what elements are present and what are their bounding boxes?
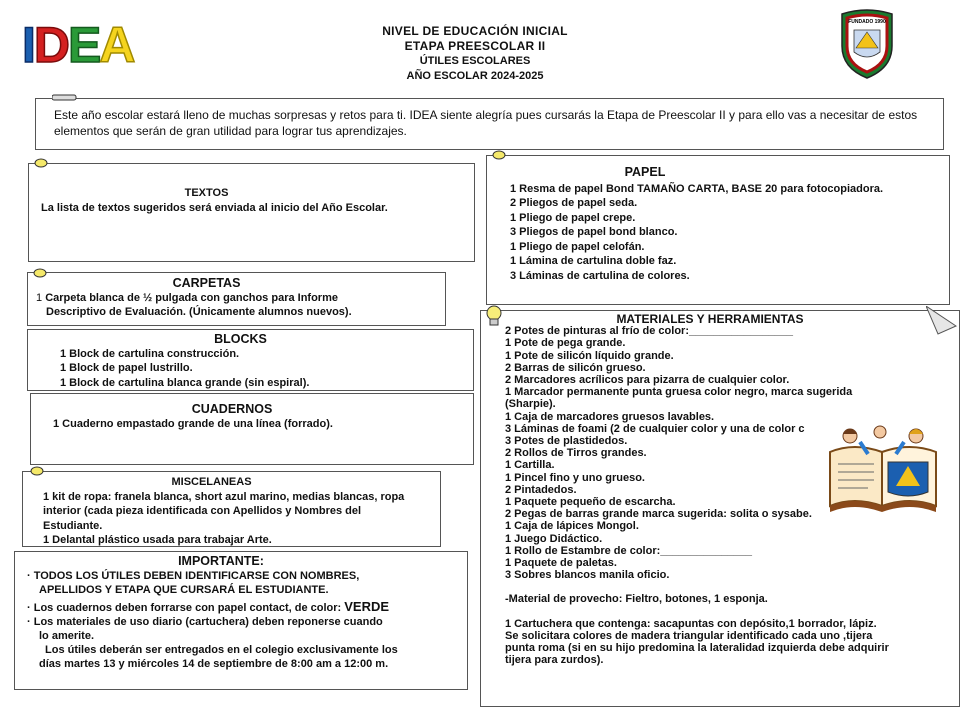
materiales-item: 1 Pote de pega grande. [505, 337, 626, 350]
carpetas-section [27, 272, 446, 326]
page-curl-icon [926, 306, 958, 336]
cuadernos-section [30, 393, 474, 465]
children-reading-book-illustration [824, 422, 942, 514]
importante-section [14, 551, 468, 690]
carpetas-line1: Carpeta blanca de ½ pulgada con ganchos para Informe [45, 291, 338, 304]
blocks-section [27, 329, 474, 391]
importante-title: IMPORTANTE: [178, 554, 264, 568]
miscelaneas-line: 1 kit de ropa: franela blanca, short azul marino, medias blancas, ropa [43, 490, 405, 503]
header-stage: ETAPA PREESCOLAR II [404, 39, 546, 53]
pushpin-icon [34, 158, 48, 168]
header-year: AÑO ESCOLAR 2024-2025 [406, 70, 544, 82]
papel-item: 2 Pliegos de papel seda. [510, 197, 638, 209]
importante-note: Los útiles deberán ser entregados en el colegio exclusivamente los [45, 643, 398, 656]
svg-text:IDEA: IDEA [22, 20, 134, 66]
materiales-item: 1 Paquete pequeño de escarcha. [505, 496, 676, 509]
cuadernos-line: 1 Cuaderno empastado grande de una línea (forrado). [53, 417, 333, 430]
lightbulb-icon [484, 304, 504, 330]
materiales-item: 1 Caja de marcadores gruesos lavables. [505, 410, 715, 423]
importante-bullet-cont: lo amerite. [39, 629, 95, 642]
materiales-item: 2 Barras de silicón grueso. [505, 361, 646, 374]
materiales-item: 1 Caja de lápices Mongol. [505, 520, 639, 533]
papel-item: 1 Resma de papel Bond TAMAÑO CARTA, BASE 20 para fotocopiadora. [510, 182, 884, 195]
pushpin-icon [492, 150, 506, 160]
pushpin-icon [30, 466, 44, 476]
materiales-item: 2 Pintadedos. [505, 483, 577, 496]
importante-bullet: · Los cuadernos deben forrarse con papel contact, de color: [27, 601, 345, 614]
miscelaneas-line: interior (cada pieza identificada con Apellidos y Nombres del [43, 505, 362, 517]
papel-item: 1 Lámina de cartulina doble faz. [510, 255, 677, 267]
materiales-item: 3 Láminas de foami (2 de cualquier color y una de color c [505, 422, 805, 435]
materiales-item: 1 Juego Didáctico. [505, 532, 603, 545]
materiales-item: 2 Pegas de barras grande marca sugerida: solita o sysabe. [505, 508, 812, 521]
blocks-item: 1 Block de cartulina construcción. [60, 347, 240, 360]
intro-text: Este año escolar estará lleno de muchas sorpresas y retos para ti. IDEA siente alegría pues cursarás la Etapa de Preescolar II y para ello vas a necesitar de estos elementos que serán de gran utilidad para lograr tus aprendizajes. [54, 108, 918, 138]
header-subject: ÚTILES ESCOLARES [419, 55, 531, 67]
materiales-item: 2 Potes de pinturas al frío de color:_________________ [505, 325, 793, 338]
papel-item: 1 Pliego de papel celofán. [510, 240, 645, 253]
materiales-item: 3 Sobres blancos manila oficio. [505, 569, 670, 582]
materiales-item: (Sharpie). [505, 398, 556, 411]
blocks-title: BLOCKS [214, 332, 267, 346]
idea-logo [22, 20, 177, 66]
paper-clip-icon [52, 93, 78, 103]
importante-note: días martes 13 y miércoles 14 de septiembre de 8:00 am a 12:00 m. [39, 657, 389, 670]
blocks-item: 1 Block de cartulina blanca grande (sin espiral). [60, 376, 310, 389]
pushpin-icon [33, 268, 47, 278]
materiales-item: 3 Potes de plastidedos. [505, 435, 628, 448]
materiales-item: 1 Pincel fino y uno grueso. [505, 471, 645, 484]
miscelaneas-section [22, 471, 441, 547]
color-verde: VERDE [344, 598, 390, 614]
textos-line: La lista de textos sugeridos será enviada al inicio del Año Escolar. [41, 201, 388, 214]
miscelaneas-line: 1 Delantal plástico usada para trabajar Arte. [43, 534, 272, 546]
materiales-item: 1 Pote de silicón líquido grande. [505, 349, 674, 362]
materiales-cartuchera: punta roma (si en su hijo predomina la lateralidad izquierda debe adquirir [505, 642, 889, 655]
school-crest-icon [838, 8, 896, 80]
carpetas-title: CARPETAS [172, 276, 241, 290]
materiales-item: 1 Marcador permanente punta gruesa color negro, marca sugerida [505, 386, 853, 399]
materiales-item: 2 Marcadores acrílicos para pizarra de cualquier color. [505, 374, 790, 387]
materiales-cartuchera: tijera para zurdos). [505, 654, 604, 667]
materiales-item: 1 Cartilla. [505, 459, 555, 472]
header-level: NIVEL DE EDUCACIÓN INICIAL [382, 24, 568, 38]
importante-bullet: · Los materiales de uso diario (cartuchera) deben reponerse cuando [27, 615, 383, 628]
intro-box [35, 98, 944, 150]
papel-title: PAPEL [624, 165, 666, 179]
importante-bullet: · TODOS LOS ÚTILES DEBEN IDENTIFICARSE CON NOMBRES, [27, 569, 360, 582]
blocks-item: 1 Block de papel lustrillo. [60, 362, 193, 374]
miscelaneas-line: Estudiante. [43, 519, 103, 532]
materiales-item: 2 Rollos de Tirros grandes. [505, 447, 647, 460]
papel-item: 3 Pliegos de papel bond blanco. [510, 226, 678, 238]
materiales-cartuchera: 1 Cartuchera que contenga: sacapuntas con depósito,1 borrador, lápiz. [505, 617, 877, 630]
materiales-title: MATERIALES Y HERRAMIENTAS [616, 312, 804, 326]
cuadernos-title: CUADERNOS [191, 402, 273, 416]
document-header [300, 24, 650, 84]
materiales-provecho: -Material de provecho: Fieltro, botones, 1 esponja. [505, 593, 768, 606]
materiales-item: 1 Paquete de paletas. [505, 557, 617, 570]
crest-label: FUNDADO 1990 [848, 19, 886, 25]
importante-bullet-cont: APELLIDOS Y ETAPA QUE CURSARÁ EL ESTUDIANTE. [39, 583, 329, 596]
papel-item: 1 Pliego de papel crepe. [510, 211, 636, 224]
textos-title: TEXTOS [184, 187, 229, 199]
carpetas-qty: 1 [36, 291, 43, 304]
materiales-item: 1 Rollo de Estambre de color:_______________ [505, 544, 753, 557]
papel-item: 3 Láminas de cartulina de colores. [510, 269, 690, 282]
carpetas-line2: Descriptivo de Evaluación. (Únicamente alumnos nuevos). [46, 306, 352, 318]
papel-section [486, 155, 950, 305]
materiales-cartuchera: Se solicitara colores de madera triangular identificado cada uno ,tijera [505, 629, 873, 642]
miscelaneas-title: MISCELANEAS [171, 476, 252, 488]
